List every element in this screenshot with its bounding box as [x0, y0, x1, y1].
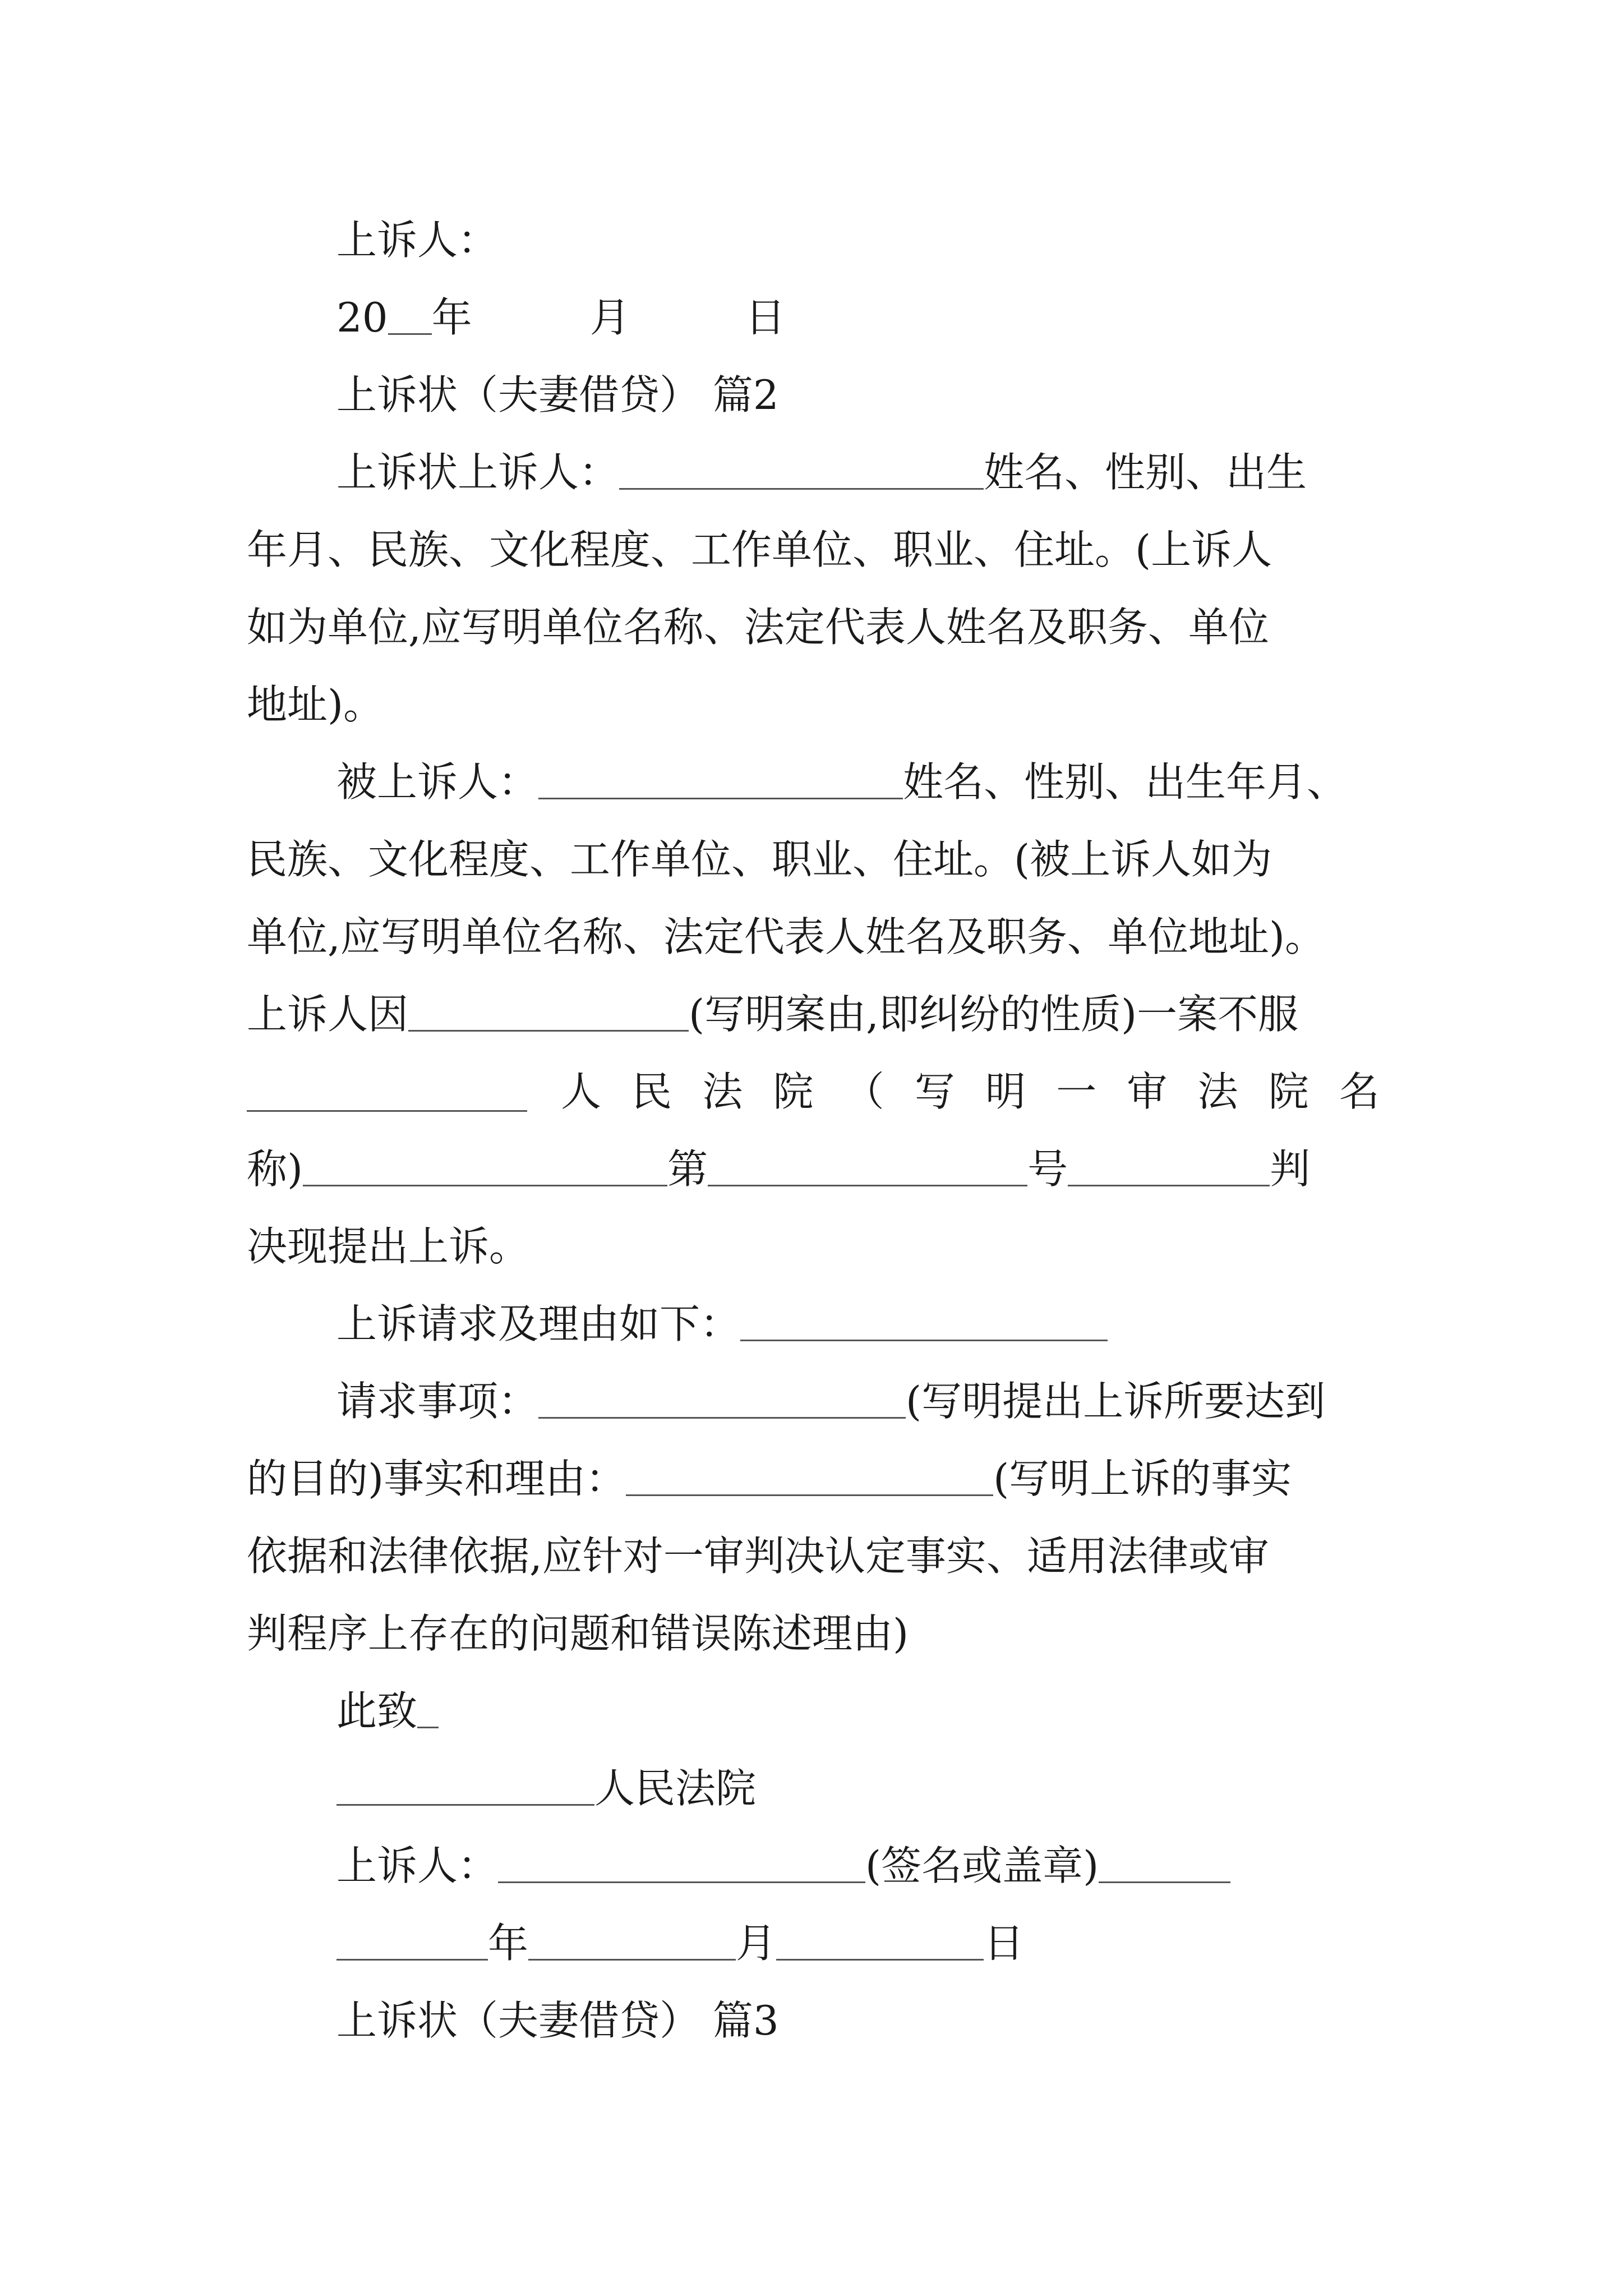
- case-line: [247, 991, 1299, 1038]
- text: 日: [984, 1920, 1025, 1967]
- text: 称): [247, 1145, 303, 1193]
- paragraph-line: [247, 526, 1272, 573]
- blank: [776, 1925, 984, 1961]
- text: 第: [667, 1145, 708, 1193]
- char: 写: [914, 1068, 955, 1115]
- blank: [408, 996, 689, 1032]
- text: 上诉状（夫妻借贷） 篇3: [336, 1997, 779, 2044]
- blank: [336, 1925, 488, 1961]
- text: (写明提出上诉所要达到: [906, 1378, 1326, 1425]
- appellant-signature-line: [336, 1842, 1230, 1889]
- text: 依据和法律依据,应针对一审判决认定事实、适用法律或审: [247, 1533, 1269, 1580]
- paragraph-line: [247, 604, 1269, 651]
- judgment-number-line: [247, 1145, 1311, 1193]
- court-addressee-line: [336, 1765, 757, 1812]
- appeal-request-line: [336, 1300, 1108, 1347]
- court-name-line: [247, 1068, 1380, 1115]
- paragraph-line: [247, 913, 1325, 960]
- paragraph-line: [247, 836, 1272, 883]
- signature-date-line: [336, 1920, 1025, 1967]
- text: (写明上诉的事实: [993, 1455, 1292, 1502]
- blank: [247, 1076, 527, 1112]
- char: 院: [773, 1068, 814, 1115]
- char: 明: [985, 1068, 1026, 1115]
- char: 一: [1056, 1068, 1097, 1115]
- paragraph-line: [247, 681, 384, 728]
- char: （: [843, 1068, 884, 1115]
- blank: [1099, 1848, 1230, 1883]
- text: 判程序上存在的问题和错误陈述理由): [247, 1610, 909, 1657]
- blank: [626, 1461, 993, 1496]
- blank: [708, 1151, 1027, 1186]
- char: 法: [1197, 1068, 1238, 1115]
- text: (签名或盖章): [865, 1842, 1099, 1889]
- text: (写明案由,即纠纷的性质)一案不服: [689, 991, 1299, 1038]
- text: 姓名、性别、出生: [984, 449, 1307, 496]
- facts-line: [247, 1455, 1292, 1502]
- appellant-line: [336, 449, 1307, 496]
- blank: [619, 454, 984, 490]
- text: 上诉请求及理由如下：: [336, 1300, 741, 1347]
- year-label: 年: [431, 294, 472, 341]
- text: 上诉人因: [247, 991, 409, 1038]
- text: 被上诉人：: [336, 758, 539, 806]
- text: 人民法院: [594, 1765, 757, 1812]
- char: 名: [1339, 1068, 1380, 1115]
- text: 年: [488, 1920, 529, 1967]
- text: 上诉状（夫妻借贷） 篇2: [336, 371, 779, 418]
- text: 民族、文化程度、工作单位、职业、住址。(被上诉人如为: [247, 836, 1272, 883]
- text: 姓名、性别、出生年月、: [903, 758, 1348, 806]
- text: 号: [1027, 1145, 1068, 1193]
- blank: [417, 1693, 439, 1728]
- text: 判: [1270, 1145, 1311, 1193]
- blank: [528, 1925, 736, 1961]
- text: 上诉状上诉人：: [336, 449, 620, 496]
- text: 的目的)事实和理由：: [247, 1455, 626, 1502]
- paragraph-line: [247, 1610, 909, 1657]
- text: 年月、民族、文化程度、工作单位、职业、住址。(上诉人: [247, 526, 1272, 573]
- section-heading: [336, 1997, 779, 2044]
- char: 法: [702, 1068, 743, 1115]
- text: 地址)。: [247, 681, 384, 728]
- blank: [538, 764, 903, 799]
- blank: [538, 1383, 906, 1419]
- char: 审: [1127, 1068, 1168, 1115]
- paragraph-line: [247, 1533, 1269, 1580]
- text: 上诉人：: [336, 1842, 499, 1889]
- request-items-line: [336, 1378, 1326, 1425]
- salutation-line: [336, 1687, 439, 1734]
- blank: [1068, 1151, 1270, 1186]
- blank: [740, 1306, 1108, 1341]
- text: 如为单位,应写明单位名称、法定代表人姓名及职务、单位: [247, 604, 1269, 651]
- text: 上诉人：: [336, 217, 499, 264]
- day-label: 日: [745, 294, 786, 341]
- char: 民: [631, 1068, 672, 1115]
- paragraph-line: [247, 1223, 530, 1270]
- year-prefix: 20: [336, 294, 388, 341]
- char: 人: [561, 1068, 602, 1115]
- text: 决现提出上诉。: [247, 1223, 530, 1270]
- respondent-line: [336, 758, 1348, 806]
- text: 月: [736, 1920, 777, 1967]
- blank: [336, 1770, 594, 1806]
- month-label: 月: [589, 294, 630, 341]
- text: 单位,应写明单位名称、法定代表人姓名及职务、单位地址)。: [247, 913, 1325, 960]
- blank: [498, 1848, 865, 1883]
- text: 此致: [336, 1687, 418, 1734]
- char: 院: [1268, 1068, 1309, 1115]
- text: 请求事项：: [336, 1378, 539, 1425]
- blank: [303, 1151, 667, 1186]
- date-line: [336, 294, 786, 341]
- blank: [388, 300, 432, 335]
- section-heading: [336, 371, 779, 418]
- signature-label: [336, 217, 499, 264]
